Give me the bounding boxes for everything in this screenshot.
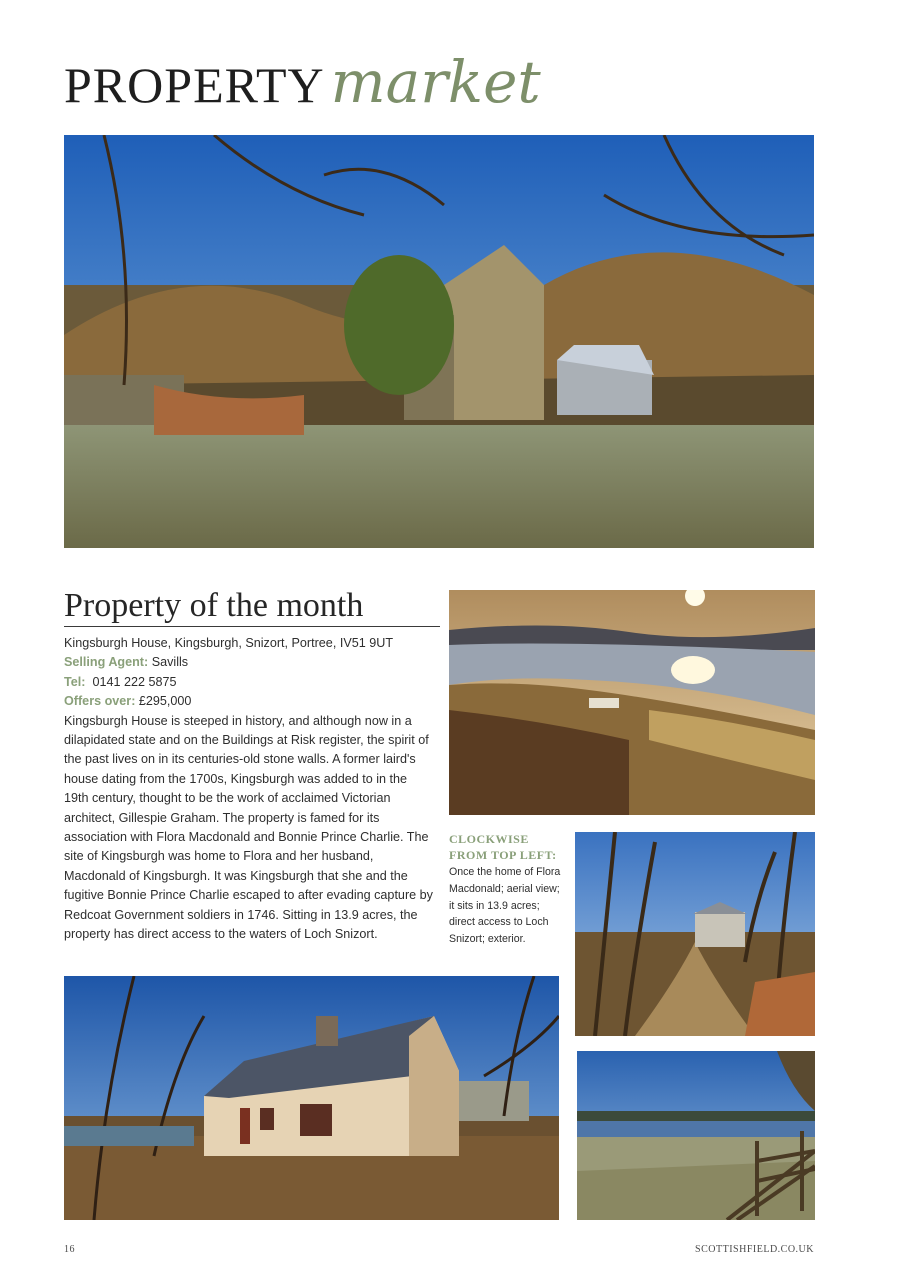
woodland-path-photo bbox=[575, 832, 815, 1036]
selling-agent-value: Savills bbox=[151, 655, 189, 670]
address: Kingsburgh House, Kingsburgh, Snizort, Portree, IV51 9UT bbox=[64, 636, 394, 650]
section-title-property-of-the-month: Property of the month bbox=[64, 586, 440, 627]
website-url: SCOTTISHFIELD.CO.UK bbox=[695, 1244, 814, 1255]
hero-photo-ruined-house bbox=[64, 135, 814, 548]
tel-label: Tel: bbox=[64, 674, 86, 689]
property-details bbox=[64, 634, 434, 945]
offers-value: £295,000 bbox=[138, 694, 192, 709]
masthead bbox=[64, 48, 541, 118]
masthead-word-market: market bbox=[330, 48, 541, 116]
tel-value: 0141 222 5875 bbox=[92, 674, 177, 689]
page-number: 16 bbox=[64, 1244, 75, 1255]
caption-text: Once the home of Flora Macdonald; aerial view; it sits in 13.9 acres; direct access to Loch Snizort; exterior. bbox=[449, 866, 561, 946]
aerial-view-photo bbox=[449, 590, 815, 815]
loch-fence-photo bbox=[577, 1051, 815, 1220]
masthead-word-property: PROPERTY bbox=[64, 57, 325, 113]
offers-line bbox=[64, 692, 434, 711]
tel-line bbox=[64, 673, 434, 692]
body-text: Kingsburgh House is steeped in history, and although now in a dilapidated state and on the Buildings at Risk register, the spirit of the past lives on in its centuries-old stone walls. A former laird's house dating from the 1700s, Kingsburgh was added to in the 19th century, thought to be the work of acclaimed Victorian architect, Gillespie Graham. The property is famed for its association with Flora Macdonald and Bonnie Prince Charlie. The site of Kingsburgh was home to Flora and her husband, Macdonald of Kingsburgh. It was Kingsburgh that she and the fugitive Bonnie Prince Charlie escaped to after evading capture by Redcoat Government soldiers in 1746. Sitting in 13.9 acres, the property has direct access to the waters of Loch Snizort. bbox=[64, 713, 433, 942]
selling-agent-line bbox=[64, 653, 434, 672]
selling-agent-label: Selling Agent: bbox=[64, 655, 149, 670]
caption-heading: CLOCKWISE FROM TOP LEFT: bbox=[449, 832, 557, 862]
cottage-exterior-photo bbox=[64, 976, 559, 1220]
offers-label: Offers over: bbox=[64, 694, 136, 709]
